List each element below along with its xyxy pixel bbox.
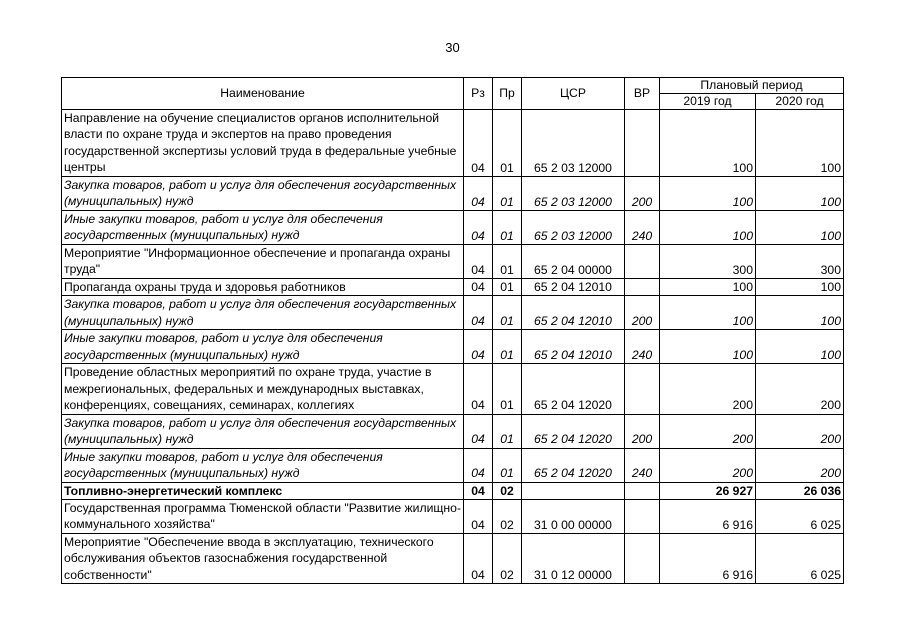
row-name: Иные закупки товаров, работ и услуг для обеспечения государственных (муниципальных) нужд: [62, 330, 464, 364]
row-rz: 04: [464, 414, 493, 448]
row-csr: 65 2 04 12010: [522, 279, 625, 296]
row-csr: 31 0 12 00000: [522, 534, 625, 584]
table-row: [62, 177, 844, 211]
row-year-2020: 100: [756, 177, 844, 211]
row-year-2020: 100: [756, 330, 844, 364]
row-year-2019: 6 916: [660, 500, 756, 534]
row-year-2020: 200: [756, 364, 844, 414]
row-csr: 65 2 03 12000: [522, 110, 625, 177]
row-rz: 04: [464, 482, 493, 499]
row-year-2019: 6 916: [660, 534, 756, 584]
row-csr: 65 2 03 12000: [522, 177, 625, 211]
table-row: [62, 500, 844, 534]
row-vr: [625, 500, 660, 534]
row-name: Иные закупки товаров, работ и услуг для обеспечения государственных (муниципальных) нужд: [62, 448, 464, 482]
table-row: [62, 245, 844, 279]
row-year-2019: 100: [660, 279, 756, 296]
row-year-2020: 100: [756, 211, 844, 245]
row-csr: 65 2 04 12020: [522, 414, 625, 448]
row-vr: 200: [625, 414, 660, 448]
row-year-2020: 100: [756, 296, 844, 330]
table-row: [62, 279, 844, 296]
header-planned-period: Плановый период: [660, 78, 844, 94]
row-rz: 04: [464, 211, 493, 245]
header-rz: Рз: [464, 78, 493, 110]
row-name: Закупка товаров, работ и услуг для обеспечения государственных (муниципальных) нужд: [62, 296, 464, 330]
row-year-2019: 100: [660, 296, 756, 330]
row-vr: [625, 482, 660, 499]
row-year-2019: 100: [660, 110, 756, 177]
row-vr: 200: [625, 177, 660, 211]
row-csr: 65 2 04 12020: [522, 448, 625, 482]
row-vr: 240: [625, 211, 660, 245]
row-pr: 01: [493, 296, 522, 330]
row-vr: [625, 110, 660, 177]
row-year-2019: 100: [660, 211, 756, 245]
row-name: Направление на обучение специалистов органов исполнительной власти по охране труда и экспертов на право проведения государственной экспертизы условий труда в федеральные учебные центры: [62, 110, 464, 177]
row-name: Пропаганда охраны труда и здоровья работников: [62, 279, 464, 296]
row-name: Закупка товаров, работ и услуг для обеспечения государственных (муниципальных) нужд: [62, 177, 464, 211]
table-row: [62, 364, 844, 414]
row-pr: 01: [493, 211, 522, 245]
row-pr: 01: [493, 364, 522, 414]
row-year-2019: 300: [660, 245, 756, 279]
row-csr: 65 2 04 12010: [522, 296, 625, 330]
row-name: Государственная программа Тюменской области "Развитие жилищно-коммунального хозяйства": [62, 500, 464, 534]
row-name: Топливно-энергетический комплекс: [62, 482, 464, 499]
row-rz: 04: [464, 177, 493, 211]
table-row: [62, 482, 844, 499]
row-pr: 02: [493, 482, 522, 499]
row-name: Иные закупки товаров, работ и услуг для обеспечения государственных (муниципальных) нужд: [62, 211, 464, 245]
row-rz: 04: [464, 448, 493, 482]
row-rz: 04: [464, 245, 493, 279]
table-row: [62, 211, 844, 245]
row-year-2020: 200: [756, 414, 844, 448]
row-rz: 04: [464, 279, 493, 296]
row-year-2019: 200: [660, 414, 756, 448]
row-pr: 01: [493, 245, 522, 279]
row-pr: 01: [493, 330, 522, 364]
row-name: Проведение областных мероприятий по охране труда, участие в межрегиональных, федеральных и международных выставках, конференциях, совещаниях, семинарах, коллегиях: [62, 364, 464, 414]
row-csr: [522, 482, 625, 499]
row-name: Мероприятие "Обеспечение ввода в эксплуатацию, технического обслуживания объектов газоснабжения государственной собственности": [62, 534, 464, 584]
row-year-2020: 100: [756, 110, 844, 177]
row-year-2020: 26 036: [756, 482, 844, 499]
row-name: Мероприятие "Информационное обеспечение и пропаганда охраны труда": [62, 245, 464, 279]
header-pr: Пр: [493, 78, 522, 110]
row-vr: [625, 364, 660, 414]
table-row: [62, 534, 844, 584]
table-row: [62, 448, 844, 482]
row-rz: 04: [464, 330, 493, 364]
row-year-2020: 200: [756, 448, 844, 482]
table-row: [62, 296, 844, 330]
row-pr: 01: [493, 110, 522, 177]
row-rz: 04: [464, 364, 493, 414]
row-vr: [625, 534, 660, 584]
header-csr: ЦСР: [522, 78, 625, 110]
row-year-2019: 200: [660, 448, 756, 482]
table-row: [62, 330, 844, 364]
header-vr: ВР: [625, 78, 660, 110]
row-pr: 01: [493, 177, 522, 211]
row-pr: 01: [493, 279, 522, 296]
budget-table: [61, 77, 844, 584]
row-year-2019: 100: [660, 177, 756, 211]
row-rz: 04: [464, 534, 493, 584]
row-year-2020: 300: [756, 245, 844, 279]
row-csr: 65 2 04 12010: [522, 330, 625, 364]
row-year-2020: 100: [756, 279, 844, 296]
row-csr: 65 2 04 12020: [522, 364, 625, 414]
row-vr: 240: [625, 330, 660, 364]
row-pr: 02: [493, 534, 522, 584]
row-pr: 01: [493, 448, 522, 482]
row-year-2020: 6 025: [756, 534, 844, 584]
row-vr: [625, 245, 660, 279]
row-year-2020: 6 025: [756, 500, 844, 534]
row-rz: 04: [464, 296, 493, 330]
row-pr: 02: [493, 500, 522, 534]
header-year-2020: 2020 год: [756, 94, 844, 110]
header-name: Наименование: [62, 78, 464, 110]
row-rz: 04: [464, 500, 493, 534]
row-vr: 240: [625, 448, 660, 482]
row-vr: 200: [625, 296, 660, 330]
row-rz: 04: [464, 110, 493, 177]
page-number: 30: [445, 40, 460, 55]
row-csr: 65 2 03 12000: [522, 211, 625, 245]
row-csr: 31 0 00 00000: [522, 500, 625, 534]
row-csr: 65 2 04 00000: [522, 245, 625, 279]
row-year-2019: 26 927: [660, 482, 756, 499]
row-year-2019: 200: [660, 364, 756, 414]
table-row: [62, 414, 844, 448]
row-pr: 01: [493, 414, 522, 448]
row-name: Закупка товаров, работ и услуг для обеспечения государственных (муниципальных) нужд: [62, 414, 464, 448]
row-year-2019: 100: [660, 330, 756, 364]
table-row: [62, 110, 844, 177]
header-year-2019: 2019 год: [660, 94, 756, 110]
row-vr: [625, 279, 660, 296]
